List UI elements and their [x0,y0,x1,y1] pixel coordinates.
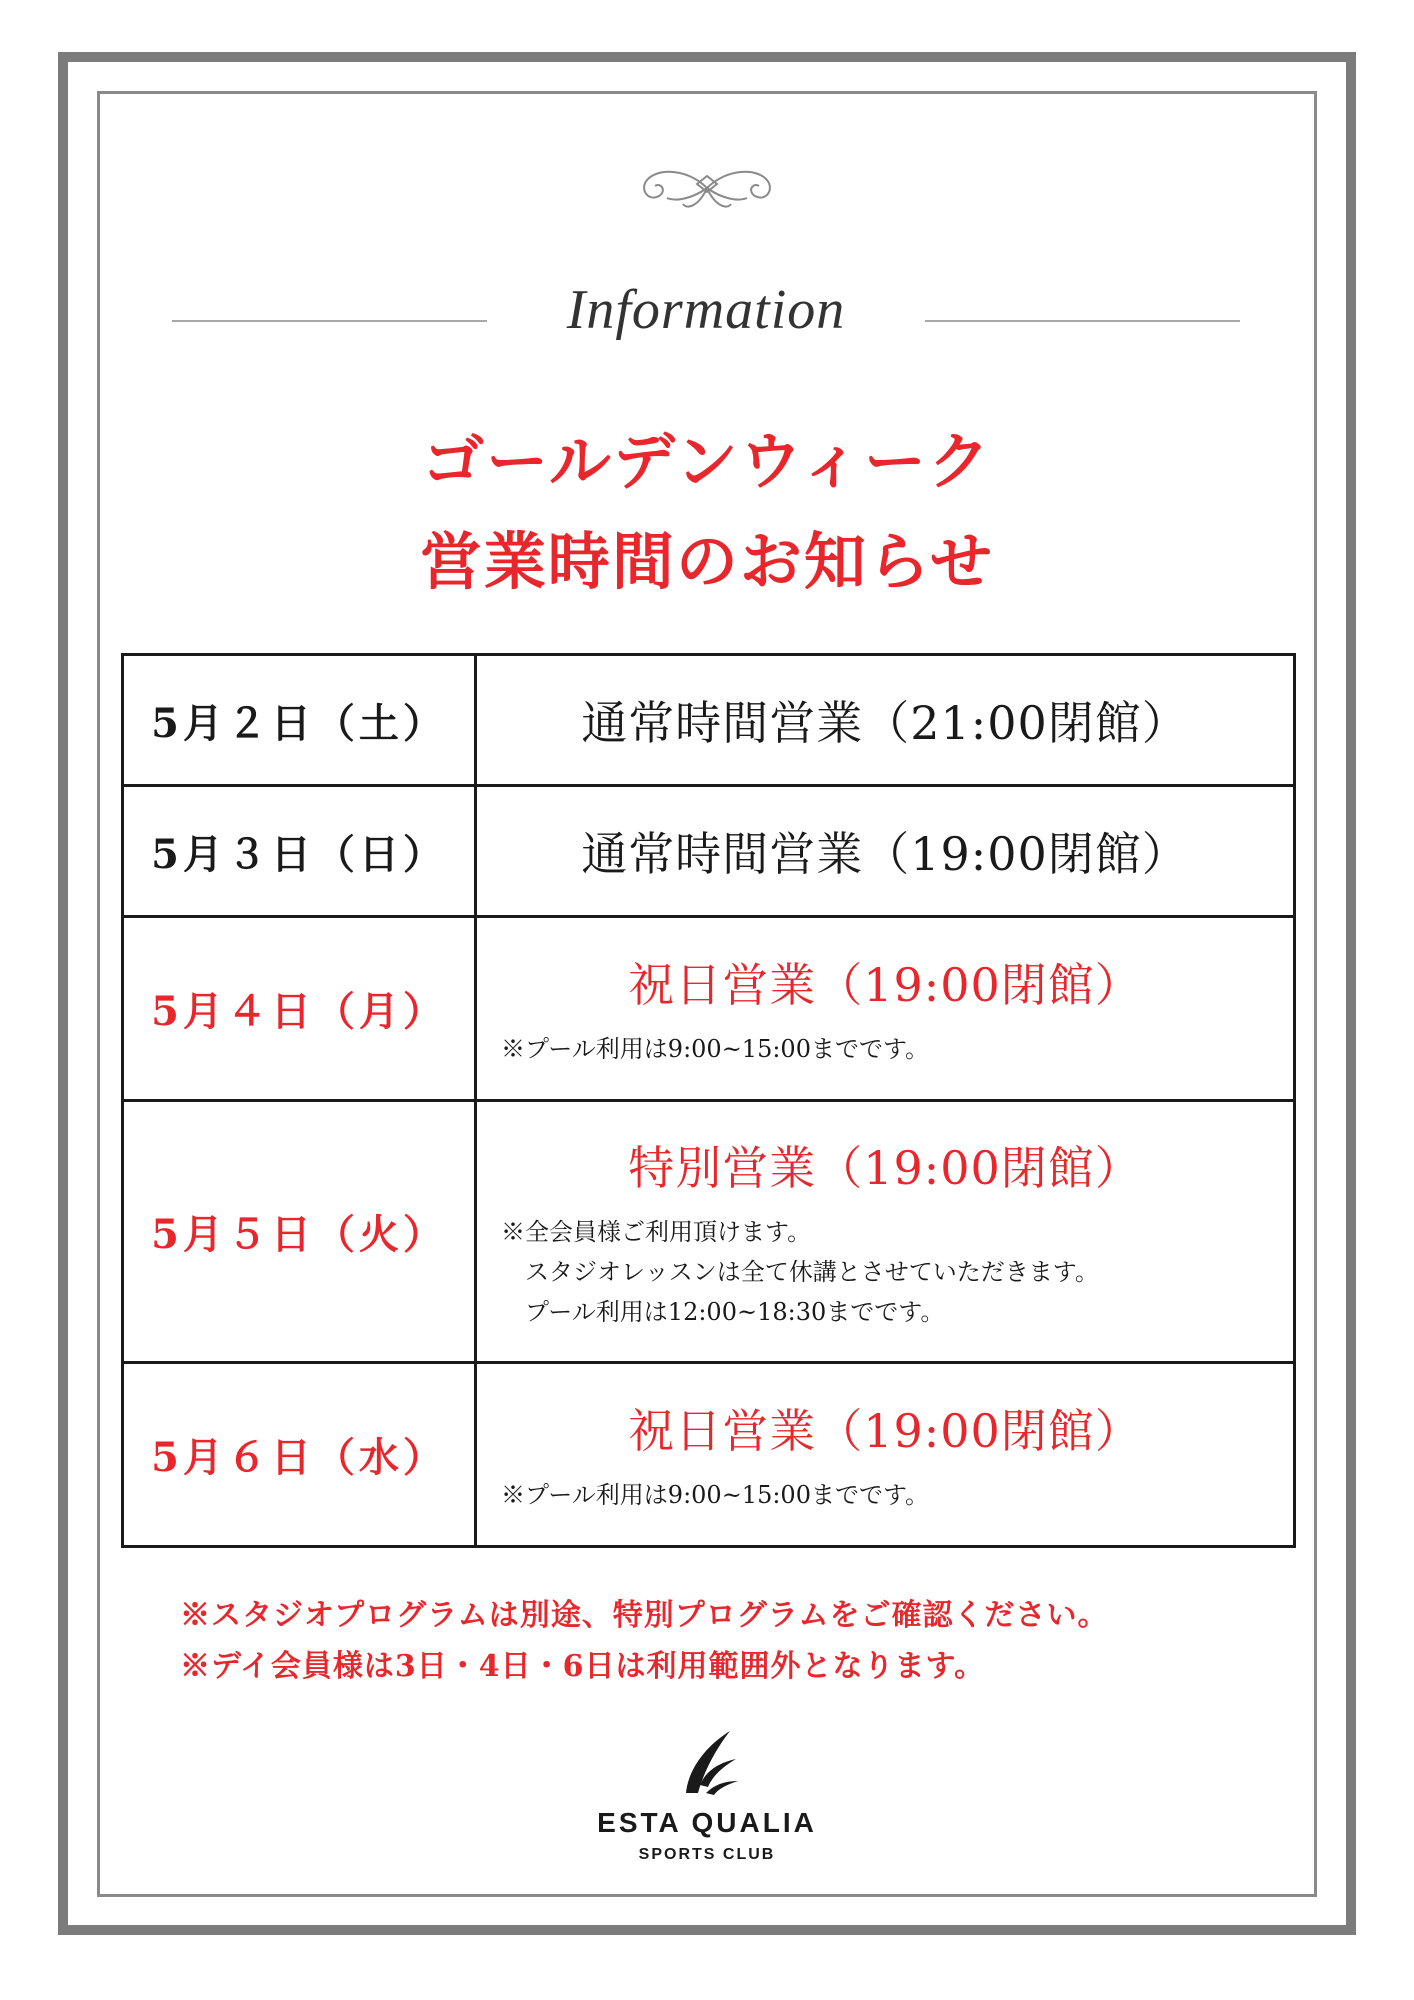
status-text: 祝日営業（19:00閉館） [628,1403,1142,1458]
table-row [123,917,1295,1101]
detail-cell [476,786,1295,917]
headline-line2: 営業時間のお知らせ [419,525,995,598]
wave-logo-icon [676,1727,740,1799]
status-text: 祝日営業（19:00閉館） [628,957,1142,1012]
info-title: Information [566,279,846,341]
status-text: 通常時間営業（19:00閉館） [581,827,1189,881]
notes [501,1475,1293,1515]
date-cell: 5月２日（土） [123,655,476,786]
brand-name: ESTA QUALIA [597,1807,817,1838]
detail-cell [476,1101,1295,1363]
date-cell: 5月６日（水） [123,1363,476,1547]
divider-left [172,320,487,322]
note-line: ※プール利用は9:00~15:00までです。 [501,1034,930,1063]
flourish-ornament-icon [627,158,787,218]
note-line: スタジオレッスンは全て休講とさせていただきます。 [525,1257,1099,1286]
note-line: ※全会員様ご利用頂けます。 [501,1217,812,1246]
status-text: 特別営業（19:00閉館） [628,1140,1142,1195]
divider-right [925,320,1240,322]
detail-cell [476,655,1295,786]
notes [501,1029,1293,1069]
detail-cell [476,917,1295,1101]
notes [501,1212,1293,1332]
brand-subtitle: SPORTS CLUB [638,1846,776,1863]
detail-cell [476,1363,1295,1547]
date-cell: 5月４日（月） [123,917,476,1101]
note-line: ※プール利用は9:00~15:00までです。 [501,1480,930,1509]
table-row [123,1101,1295,1363]
table-row [123,786,1295,917]
note-line: プール利用は12:00~18:30までです。 [525,1297,945,1326]
schedule-table [121,653,1296,1548]
footnote: ※スタジオプログラムは別途、特別プログラムをご確認ください。 [180,1598,1109,1633]
footnote: ※デイ会員様は3日・4日・6日は利用範囲外となります。 [180,1649,986,1684]
date-cell: 5月３日（日） [123,786,476,917]
table-row [123,655,1295,786]
status-text: 通常時間営業（21:00閉館） [581,696,1189,750]
table-row [123,1363,1295,1547]
date-cell: 5月５日（火） [123,1101,476,1363]
headline-line1: ゴールデンウィーク [422,425,992,498]
